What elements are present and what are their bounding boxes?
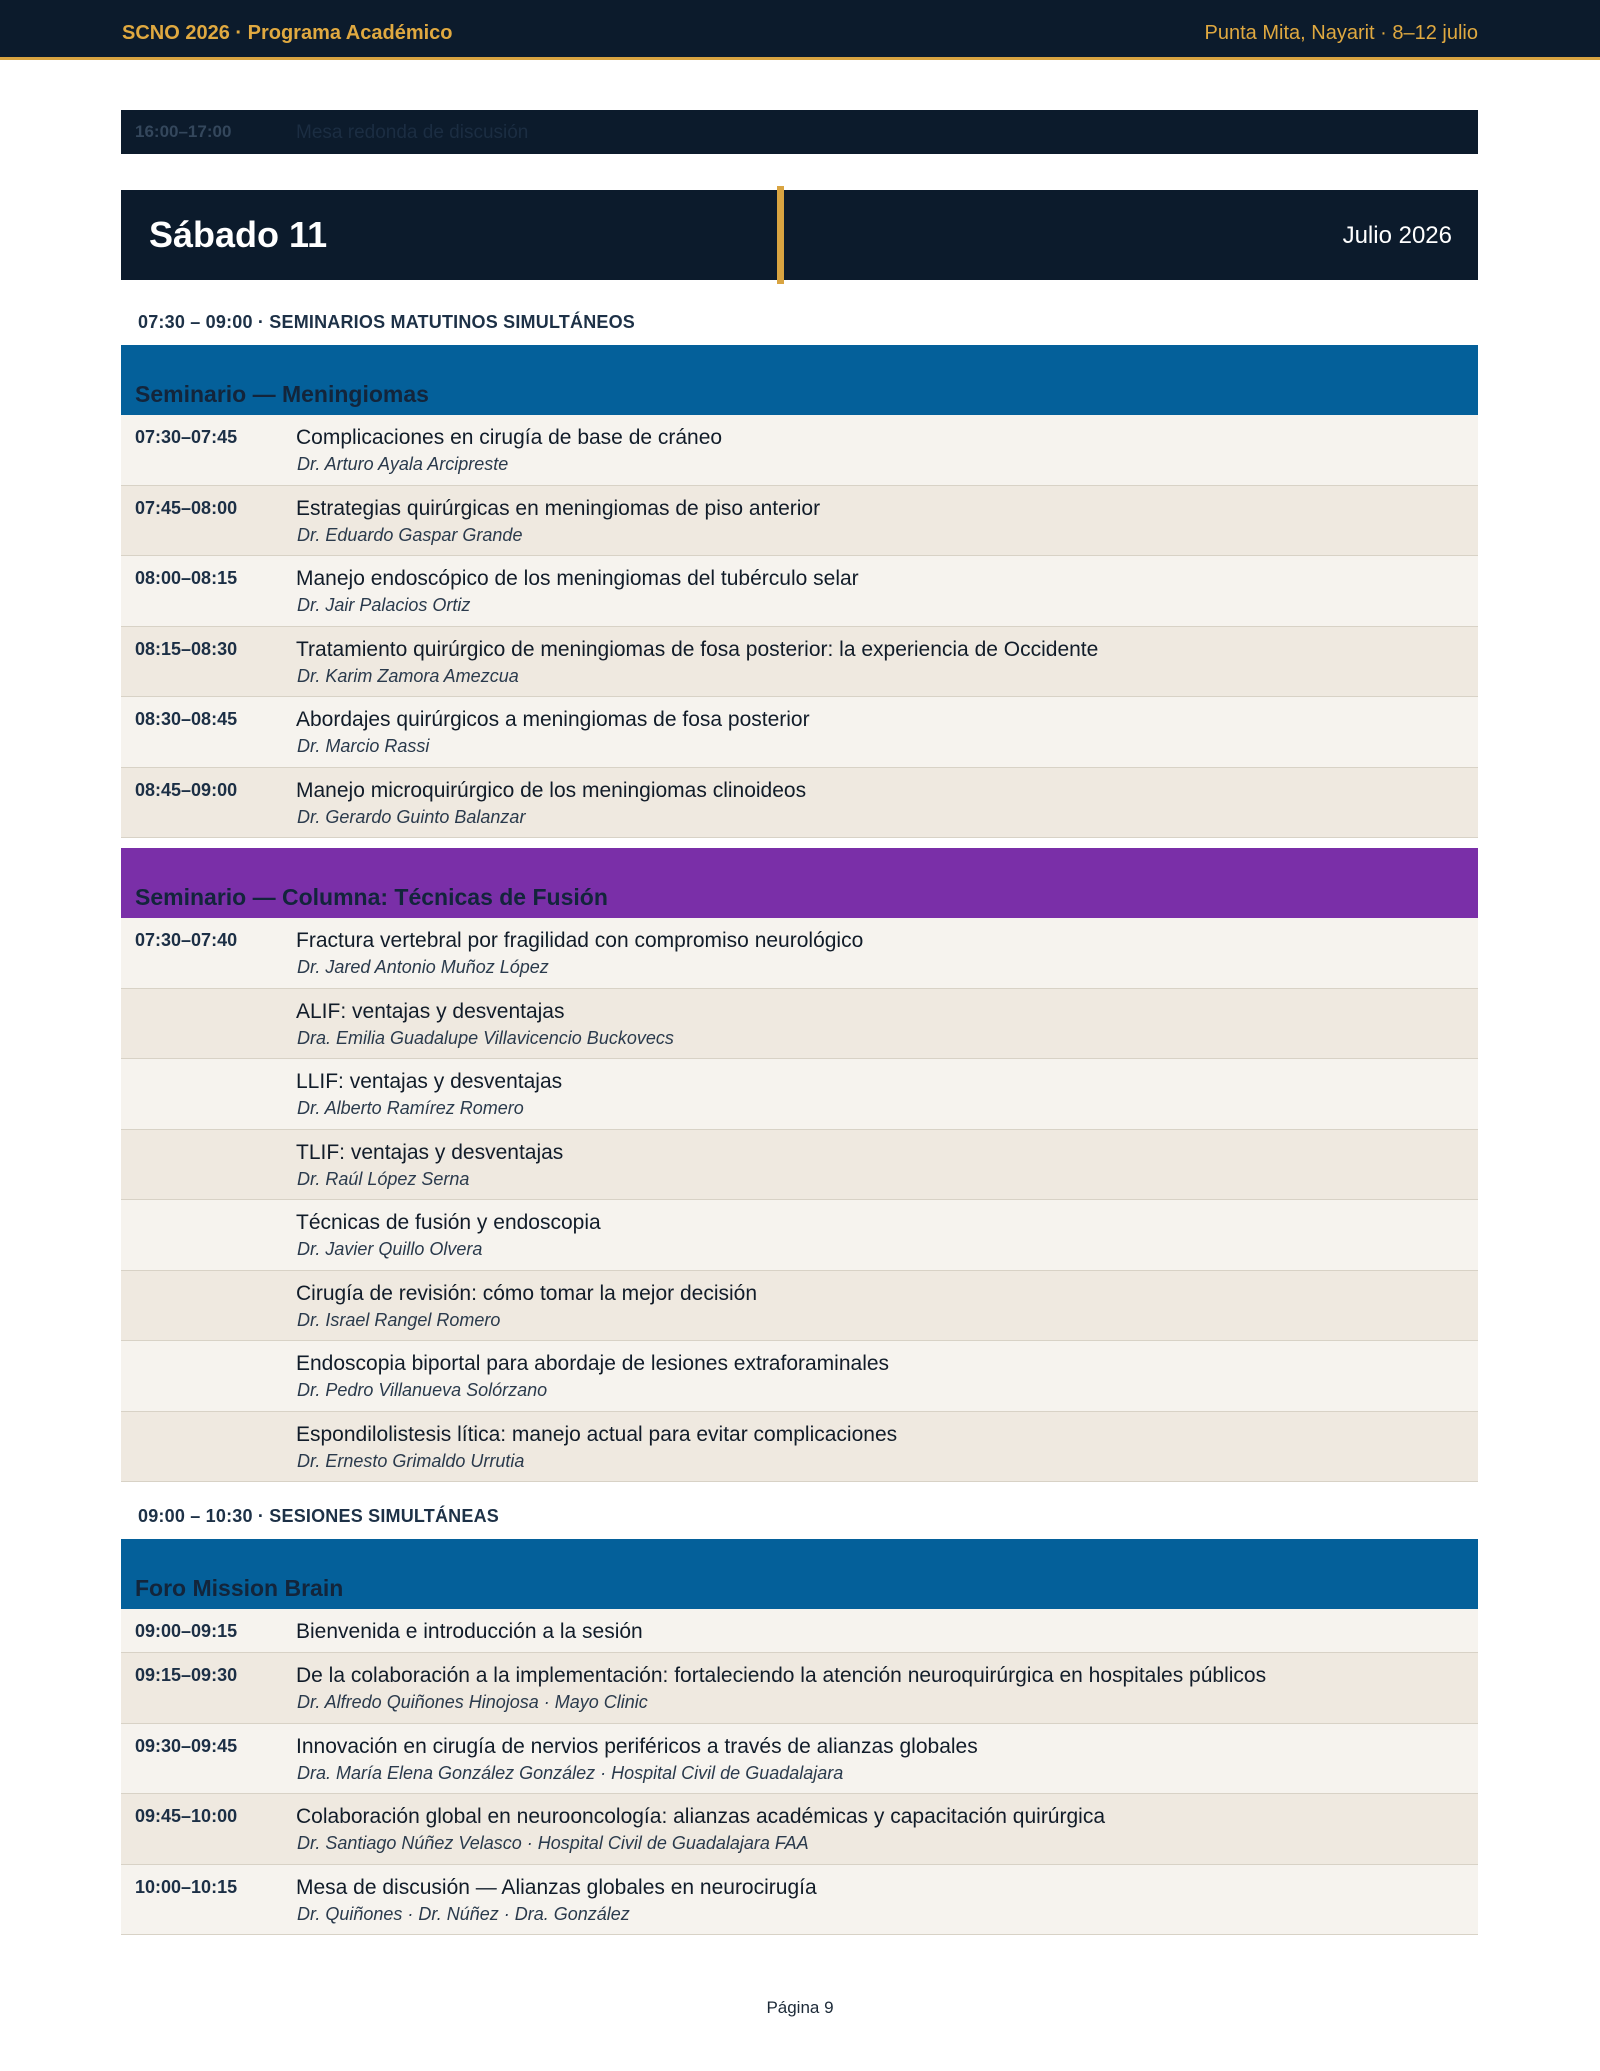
- day-title: Sábado 11: [149, 214, 328, 255]
- talk-title: Innovación en cirugía de nervios periféricos a través de alianzas globales: [296, 1734, 978, 1758]
- talk-title: Endoscopia biportal para abordaje de lesiones extraforaminales: [296, 1352, 890, 1375]
- row-time: 09:00–09:15: [135, 1621, 238, 1641]
- row-time: 10:00–10:15: [135, 1876, 238, 1897]
- session-rows: [121, 1609, 1478, 1935]
- speaker-name: Dr. Javier Quillo Olvera: [297, 1239, 483, 1259]
- carry-over-time: 16:00–17:00: [135, 122, 232, 141]
- speaker-name: Dra. María Elena González González · Hospital Civil de Guadalajara: [297, 1762, 844, 1783]
- speaker-name: Dra. Emilia Guadalupe Villavicencio Buckovecs: [297, 1027, 674, 1048]
- day-header-accent-bar: [777, 186, 784, 284]
- speaker-name: Dr. Jair Palacios Ortiz: [297, 595, 471, 615]
- block-title-seminars: 07:30 – 09:00 · SEMINARIOS MATUTINOS SIMULTÁNEOS: [138, 312, 636, 332]
- schedule-row: [121, 1200, 1478, 1271]
- carry-over-title: Mesa redonda de discusión: [296, 122, 529, 143]
- schedule-row: [121, 486, 1478, 557]
- schedule-row: [121, 1865, 1478, 1936]
- talk-title: Tratamiento quirúrgico de meningiomas de fosa posterior: la experiencia de Occidente: [296, 637, 1099, 661]
- talk-title: TLIF: ventajas y desventajas: [296, 1140, 564, 1164]
- schedule-row: [121, 1412, 1478, 1483]
- session-meningiomas: [121, 345, 1478, 838]
- session-label: Foro Mission Brain: [135, 1575, 344, 1601]
- talk-title: Fractura vertebral por fragilidad con compromiso neurológico: [296, 929, 864, 952]
- day-month: Julio 2026: [1342, 222, 1452, 249]
- talk-title: ALIF: ventajas y desventajas: [296, 999, 565, 1023]
- speaker-name: Dr. Quiñones · Dr. Núñez · Dra. González: [297, 1903, 630, 1924]
- talk-title: Abordajes quirúrgicos a meningiomas de fosa posterior: [296, 708, 810, 731]
- schedule-row: [121, 1794, 1478, 1865]
- row-time: 08:30–08:45: [135, 709, 238, 729]
- session-columna: [121, 848, 1478, 1482]
- page-header: [0, 0, 1600, 60]
- day-header: [121, 190, 1478, 280]
- schedule-row: [121, 918, 1478, 989]
- schedule-row: [121, 989, 1478, 1060]
- schedule-row: [121, 1609, 1478, 1653]
- speaker-name: Dr. Santiago Núñez Velasco · Hospital Civil de Guadalajara FAA: [297, 1833, 809, 1853]
- talk-title: LLIF: ventajas y desventajas: [296, 1070, 563, 1093]
- session-rows: [121, 415, 1478, 838]
- header-location-dates: Punta Mita, Nayarit · 8–12 julio: [1204, 22, 1478, 44]
- speaker-name: Dr. Eduardo Gaspar Grande: [297, 524, 523, 545]
- schedule-row: [121, 1271, 1478, 1342]
- session-header: [121, 1539, 1478, 1609]
- schedule-row: [121, 768, 1478, 839]
- talk-title: De la colaboración a la implementación: fortaleciendo la atención neuroquirúrgica en hospitales públicos: [296, 1664, 1267, 1687]
- talk-title: Estrategias quirúrgicas en meningiomas de piso anterior: [296, 496, 821, 520]
- page-number: Página 9: [766, 1998, 834, 2017]
- talk-title: Manejo endoscópico de los meningiomas del tubérculo selar: [296, 567, 859, 590]
- speaker-name: Dr. Arturo Ayala Arcipreste: [297, 454, 509, 474]
- talk-title: Bienvenida e introducción a la sesión: [296, 1620, 643, 1643]
- speaker-name: Dr. Gerardo Guinto Balanzar: [297, 806, 526, 827]
- speaker-name: Dr. Raúl López Serna: [297, 1168, 470, 1189]
- schedule-row: [121, 1059, 1478, 1130]
- row-time: 09:45–10:00: [135, 1806, 238, 1826]
- speaker-name: Dr. Alfredo Quiñones Hinojosa · Mayo Clinic: [297, 1692, 648, 1712]
- speaker-name: Dr. Ernesto Grimaldo Urrutia: [297, 1450, 525, 1471]
- header-title: SCNO 2026 · Programa Académico: [122, 22, 453, 44]
- session-header: [121, 345, 1478, 415]
- speaker-name: Dr. Marcio Rassi: [297, 736, 430, 756]
- schedule-row: [121, 627, 1478, 698]
- schedule-row: [121, 556, 1478, 627]
- talk-title: Manejo microquirúrgico de los meningiomas clinoideos: [296, 778, 807, 802]
- schedule-row: [121, 1653, 1478, 1724]
- speaker-name: Dr. Jared Antonio Muñoz López: [297, 957, 549, 977]
- talk-title: Técnicas de fusión y endoscopia: [296, 1211, 601, 1234]
- row-time: 08:45–09:00: [135, 779, 238, 800]
- schedule-row: [121, 697, 1478, 768]
- session-mission-brain: [121, 1539, 1478, 1935]
- row-time: 09:30–09:45: [135, 1735, 238, 1756]
- speaker-name: Dr. Pedro Villanueva Solórzano: [297, 1380, 548, 1400]
- session-label: Seminario — Columna: Técnicas de Fusión: [135, 884, 608, 910]
- speaker-name: Dr. Alberto Ramírez Romero: [297, 1098, 524, 1118]
- schedule-row: [121, 1341, 1478, 1412]
- session-rows: [121, 918, 1478, 1482]
- program-content: [121, 110, 1478, 1935]
- row-time: 07:30–07:45: [135, 427, 238, 447]
- row-time: 08:15–08:30: [135, 638, 238, 659]
- talk-title: Colaboración global en neurooncología: alianzas académicas y capacitación quirúrgica: [296, 1805, 1106, 1828]
- speaker-name: Dr. Israel Rangel Romero: [297, 1309, 501, 1330]
- talk-title: Mesa de discusión — Alianzas globales en neurocirugía: [296, 1875, 817, 1899]
- schedule-row: [121, 1130, 1478, 1201]
- schedule-row: [121, 1724, 1478, 1795]
- session-header: [121, 848, 1478, 918]
- talk-title: Cirugía de revisión: cómo tomar la mejor decisión: [296, 1281, 758, 1305]
- block-title-sessions: 09:00 – 10:30 · SESIONES SIMULTÁNEAS: [138, 1506, 499, 1526]
- session-label: Seminario — Meningiomas: [135, 381, 429, 407]
- talk-title: Espondilolistesis lítica: manejo actual para evitar complicaciones: [296, 1422, 898, 1446]
- row-time: 09:15–09:30: [135, 1665, 238, 1685]
- speaker-name: Dr. Karim Zamora Amezcua: [297, 665, 519, 686]
- carry-over-row: [121, 110, 1478, 154]
- talk-title: Complicaciones en cirugía de base de cráneo: [296, 426, 723, 449]
- row-time: 07:30–07:40: [135, 930, 238, 950]
- schedule-row: [121, 415, 1478, 486]
- row-time: 08:00–08:15: [135, 568, 238, 588]
- row-time: 07:45–08:00: [135, 497, 238, 518]
